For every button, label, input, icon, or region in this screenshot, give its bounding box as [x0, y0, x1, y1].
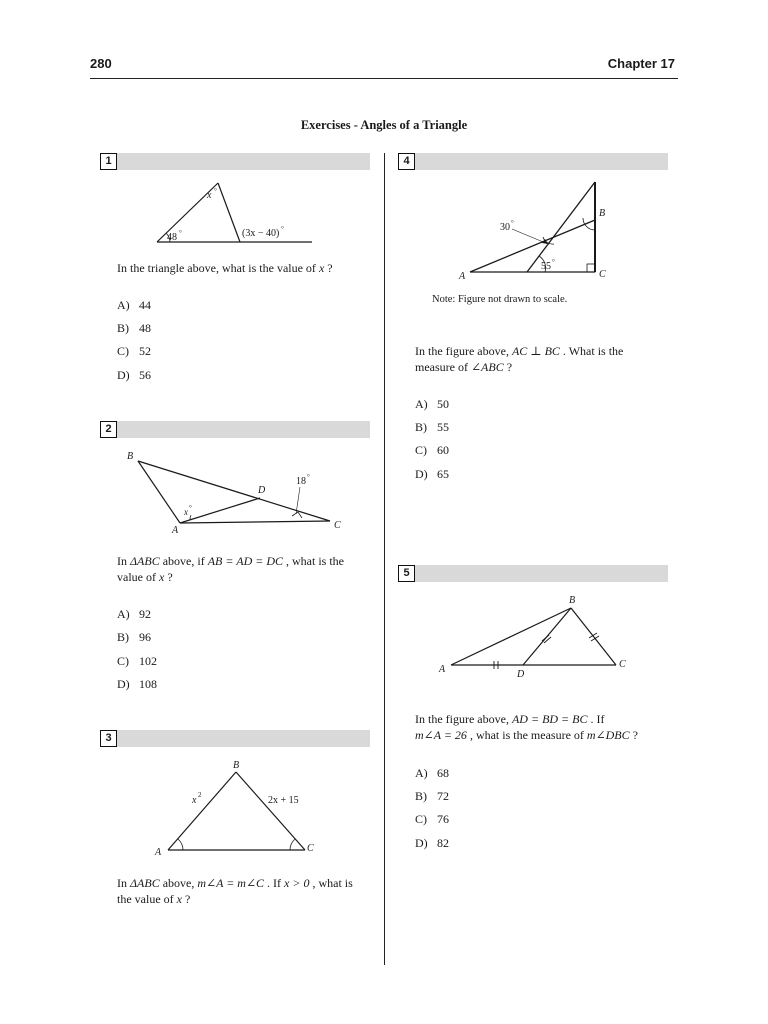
question-4-number: 4	[398, 153, 415, 170]
q2-choice-d[interactable]: D) 108	[117, 677, 157, 691]
question-2-number: 2	[100, 421, 117, 438]
svg-text:°: °	[552, 258, 555, 266]
q3-label-c: C	[307, 843, 314, 854]
q3-label-2x15: 2x + 15	[268, 795, 299, 806]
q4-label-30: 30	[500, 222, 510, 233]
q1-label-x: x	[207, 190, 212, 201]
question-1-number: 1	[100, 153, 117, 170]
question-3-number: 3	[100, 730, 117, 747]
q5-choice-c[interactable]: C) 76	[415, 812, 449, 826]
q4-label-c: C	[599, 269, 606, 280]
q1-label-3x-40: (3x − 40)	[242, 228, 280, 239]
q4-choice-b[interactable]: B) 55	[415, 420, 449, 434]
q3-label-a: A	[155, 847, 162, 858]
q5-choice-d[interactable]: D) 82	[415, 836, 449, 850]
q1-choice-d[interactable]: D) 56	[117, 368, 151, 382]
q4-label-55: 55	[541, 261, 551, 272]
page-number: 280	[90, 56, 112, 71]
q2-choice-a[interactable]: A) 92	[117, 607, 151, 621]
q1-choice-c[interactable]: C) 52	[117, 344, 151, 358]
q2-label-18: 18	[296, 476, 306, 487]
q1-label-48: 48	[167, 232, 177, 243]
svg-text:°: °	[214, 187, 217, 195]
q2-label-b: B	[127, 451, 134, 462]
q5-label-d: D	[517, 669, 525, 680]
q2-question: In ΔABC above, if AB = AD = DC , what is the value of x ?	[117, 554, 345, 584]
q1-choice-a[interactable]: A) 44	[117, 298, 151, 312]
q2-label-d: D	[258, 485, 266, 496]
q1-question: In the triangle above, what is the value of x ?	[117, 261, 333, 275]
question-5-number: 5	[398, 565, 415, 582]
svg-text:°: °	[179, 229, 182, 237]
q5-choice-a[interactable]: A) 68	[415, 766, 449, 780]
q3-label-b: B	[233, 760, 240, 771]
q4-note: Note: Figure not drawn to scale.	[432, 294, 568, 305]
q4-label-b: B	[599, 208, 606, 219]
svg-text:°: °	[511, 219, 514, 227]
page-title: Exercises - Angles of a Triangle	[300, 118, 468, 132]
q4-choice-a[interactable]: A) 50	[415, 397, 449, 411]
q5-choice-b[interactable]: B) 72	[415, 789, 449, 803]
q5-question: In the figure above, AD = BD = BC . If m∠A = 26 , what is the measure of m∠DBC ?	[415, 712, 638, 742]
q4-choice-c[interactable]: C) 60	[415, 443, 449, 457]
q5-label-b: B	[569, 595, 576, 606]
q2-label-c: C	[334, 520, 341, 531]
q2-choice-b[interactable]: B) 96	[117, 630, 151, 644]
q4-question: In the figure above, AC ⊥ BC . What is the measure of ∠ABC ?	[415, 344, 624, 374]
q3-label-x2: x	[192, 795, 197, 806]
q4-label-a: A	[459, 271, 466, 282]
q5-label-c: C	[619, 659, 626, 670]
svg-text:°: °	[307, 473, 310, 481]
q5-label-a: A	[439, 664, 446, 675]
q2-choice-c[interactable]: C) 102	[117, 654, 157, 668]
chapter-label: Chapter 17	[607, 56, 675, 71]
q2-label-x: x	[184, 507, 188, 517]
q1-choice-b[interactable]: B) 48	[117, 321, 151, 335]
svg-text:2: 2	[198, 791, 202, 799]
q4-choice-d[interactable]: D) 65	[415, 467, 449, 481]
svg-text:°: °	[281, 225, 284, 233]
q2-label-a: A	[172, 525, 179, 536]
q3-question: In ΔABC above, m∠A = m∠C . If x > 0 , what is the value of x ?	[117, 876, 353, 906]
svg-text:°: °	[189, 504, 192, 512]
